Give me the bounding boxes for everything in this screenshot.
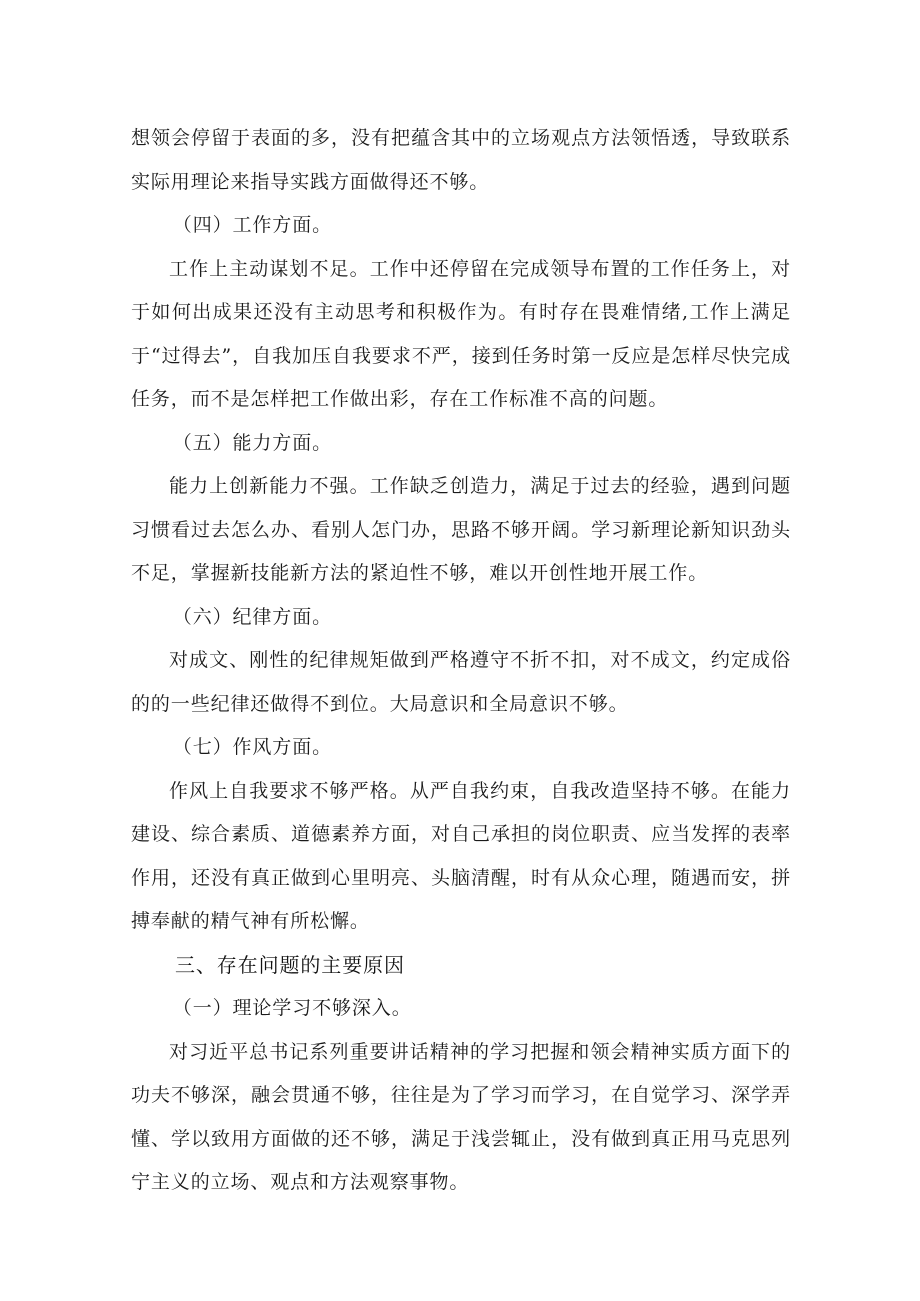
subheading-discipline: （六）纪律方面。	[172, 605, 332, 628]
document-body	[131, 117, 791, 1205]
paragraph-work: 工作上主动谋划不足。工作中还停留在完成领导布置的工作任务上，对于如何出成果还没有主动思考和积极作为。有时存在畏难情绪,工作上满足于“过得去”，自我加压自我要求不严，接到任务时第一反应是怎样尽快完成任务，而不是怎样把工作做出彩，存在工作标准不高的问题。	[131, 257, 791, 410]
subheading-work: （四）工作方面。	[172, 214, 332, 236]
subheading-style: （七）作风方面。	[172, 736, 332, 758]
paragraph-discipline: 对成文、刚性的纪律规矩做到严格遵守不折不扣，对不成文，约定成俗的的一些纪律还做得不到位。大局意识和全局意识不够。	[131, 649, 791, 715]
paragraph-ability: 能力上创新能力不强。工作缺乏创造力，满足于过去的经验，遇到问题习惯看过去怎么办、看别人怎门办，思路不够开阔。学习新理论新知识劲头不足，掌握新技能新方法的紧迫性不够，难以开创性地开展工作。	[131, 475, 791, 584]
paragraph-continued: 想领会停留于表面的多，没有把蕴含其中的立场观点方法领悟透，导致联系实际用理论来指导实践方面做得还不够。	[131, 127, 791, 193]
paragraph-style: 作风上自我要求不够严格。从严自我约束，自我改造坚持不够。在能力建设、综合素质、道德素养方面，对自己承担的岗位职责、应当发挥的表率作用，还没有真正做到心里明亮、头脑清醒，时有从众心理，随遇而安，拼搏奉献的精气神有所松懈。	[131, 779, 791, 932]
paragraph-theory-study: 对习近平总书记系列重要讲话精神的学习把握和领会精神实质方面下的功夫不够深，融会贯通不够，往往是为了学习而学习，在自觉学习、深学弄懂、学以致用方面做的还不够，满足于浅尝辄止，没有做到真正用马克思列宁主义的立场、观点和方法观察事物。	[131, 1040, 791, 1193]
subheading-ability: （五）能力方面。	[172, 431, 332, 454]
section-heading-causes: 三、存在问题的主要原因	[175, 952, 405, 977]
subheading-theory-study: （一）理论学习不够深入。	[172, 997, 412, 1019]
